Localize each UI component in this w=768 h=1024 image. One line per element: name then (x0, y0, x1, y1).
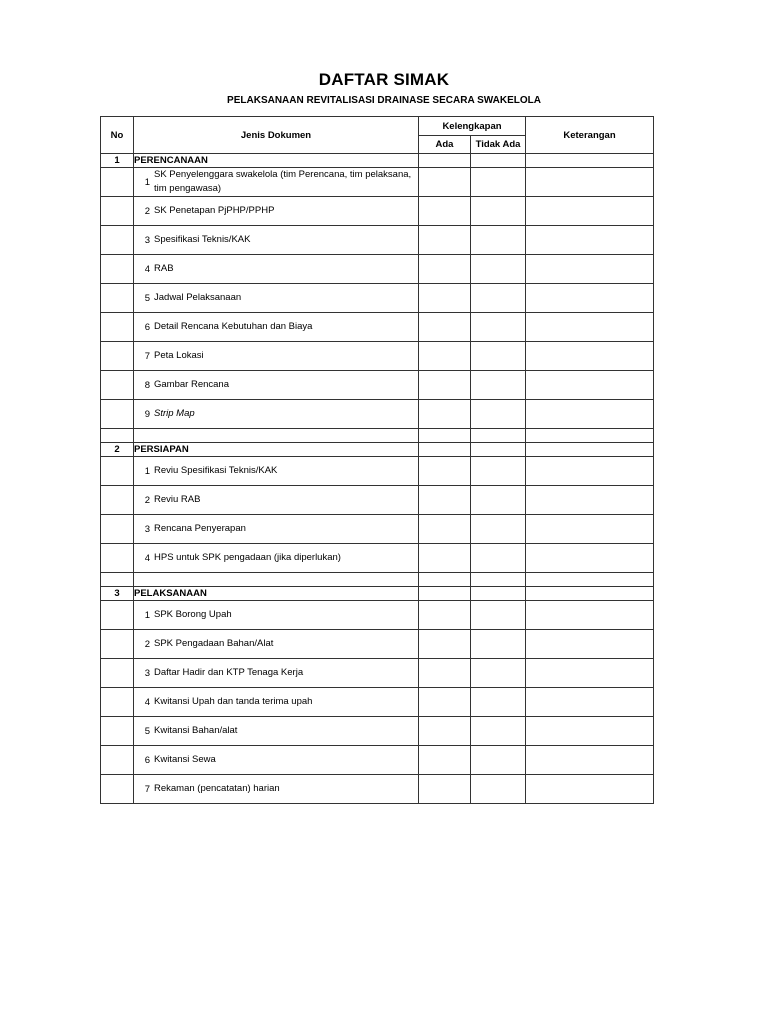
tidak-ada-cell (471, 342, 526, 371)
document-cell (134, 630, 419, 659)
no-cell (101, 515, 134, 544)
no-cell (101, 168, 134, 197)
document-cell (134, 717, 419, 746)
ada-cell (419, 154, 471, 168)
tidak-ada-cell (471, 486, 526, 515)
item-number: 3 (144, 234, 150, 246)
keterangan-cell (526, 486, 654, 515)
tidak-ada-cell (471, 601, 526, 630)
no-cell (101, 284, 134, 313)
blank-cell (526, 429, 654, 443)
item-text: Kwitansi Upah dan tanda terima upah (154, 696, 313, 707)
item-number: 4 (144, 552, 150, 564)
document-item-row (101, 775, 654, 804)
document-cell (134, 457, 419, 486)
ada-cell (419, 255, 471, 284)
tidak-ada-cell (471, 443, 526, 457)
item-number: 2 (144, 205, 150, 217)
section-row (101, 443, 654, 457)
item-number: 2 (144, 638, 150, 650)
document-item-row (101, 342, 654, 371)
ada-cell (419, 544, 471, 573)
keterangan-cell (526, 746, 654, 775)
no-cell (101, 197, 134, 226)
checklist-table (100, 116, 654, 804)
document-item-row (101, 601, 654, 630)
tidak-ada-cell (471, 284, 526, 313)
document-cell (134, 371, 419, 400)
table-body (101, 154, 654, 804)
ada-cell (419, 659, 471, 688)
document-item-row (101, 746, 654, 775)
item-number: 7 (144, 783, 150, 795)
keterangan-cell (526, 775, 654, 804)
document-cell (134, 313, 419, 342)
document-item-row (101, 400, 654, 429)
header-no: No (101, 117, 134, 154)
ada-cell (419, 775, 471, 804)
document-cell (134, 544, 419, 573)
document-cell (134, 746, 419, 775)
item-number: 6 (144, 754, 150, 766)
tidak-ada-cell (471, 746, 526, 775)
item-number: 4 (144, 263, 150, 275)
item-text: Rencana Penyerapan (154, 523, 246, 534)
tidak-ada-cell (471, 226, 526, 255)
tidak-ada-cell (471, 587, 526, 601)
ada-cell (419, 197, 471, 226)
ada-cell (419, 400, 471, 429)
item-text: Kwitansi Bahan/alat (154, 725, 238, 736)
tidak-ada-cell (471, 717, 526, 746)
item-text: Kwitansi Sewa (154, 754, 216, 765)
ada-cell (419, 313, 471, 342)
section-row (101, 154, 654, 168)
document-item-row (101, 544, 654, 573)
tidak-ada-cell (471, 371, 526, 400)
tidak-ada-cell (471, 154, 526, 168)
item-text: Rekaman (pencatatan) harian (154, 783, 280, 794)
keterangan-cell (526, 197, 654, 226)
no-cell (101, 486, 134, 515)
no-cell (101, 226, 134, 255)
item-number: 2 (144, 494, 150, 506)
section-number: 3 (101, 587, 134, 601)
document-item-row (101, 255, 654, 284)
no-cell (101, 457, 134, 486)
keterangan-cell (526, 443, 654, 457)
item-number: 3 (144, 523, 150, 535)
tidak-ada-cell (471, 457, 526, 486)
item-number: 5 (144, 292, 150, 304)
ada-cell (419, 342, 471, 371)
header-ada: Ada (419, 136, 471, 154)
item-number: 1 (144, 176, 150, 188)
item-number: 6 (144, 321, 150, 333)
blank-cell (134, 429, 419, 443)
document-cell (134, 601, 419, 630)
blank-cell (101, 429, 134, 443)
keterangan-cell (526, 457, 654, 486)
ada-cell (419, 284, 471, 313)
keterangan-cell (526, 168, 654, 197)
keterangan-cell (526, 371, 654, 400)
document-item-row (101, 197, 654, 226)
keterangan-cell (526, 284, 654, 313)
no-cell (101, 688, 134, 717)
blank-row (101, 573, 654, 587)
no-cell (101, 601, 134, 630)
tidak-ada-cell (471, 168, 526, 197)
item-text: Strip Map (154, 408, 195, 419)
document-cell (134, 226, 419, 255)
item-number: 7 (144, 350, 150, 362)
document-subtitle: PELAKSANAAN REVITALISASI DRAINASE SECARA SWAKELOLA (227, 95, 541, 106)
document-item-row (101, 284, 654, 313)
document-cell (134, 197, 419, 226)
section-name: PERENCANAAN (134, 154, 419, 168)
document-item-row (101, 515, 654, 544)
tidak-ada-cell (471, 659, 526, 688)
document-cell (134, 284, 419, 313)
no-cell (101, 717, 134, 746)
ada-cell (419, 515, 471, 544)
ada-cell (419, 486, 471, 515)
blank-cell (471, 429, 526, 443)
tidak-ada-cell (471, 688, 526, 717)
keterangan-cell (526, 688, 654, 717)
blank-cell (471, 573, 526, 587)
section-number: 1 (101, 154, 134, 168)
no-cell (101, 400, 134, 429)
keterangan-cell (526, 544, 654, 573)
section-row (101, 587, 654, 601)
document-cell (134, 688, 419, 717)
document-item-row (101, 168, 654, 197)
item-text: HPS untuk SPK pengadaan (jika diperlukan) (154, 552, 341, 563)
header-keterangan: Keterangan (526, 117, 654, 154)
document-item-row (101, 313, 654, 342)
document-cell (134, 168, 419, 197)
ada-cell (419, 746, 471, 775)
item-text: Spesifikasi Teknis/KAK (154, 234, 251, 245)
keterangan-cell (526, 587, 654, 601)
keterangan-cell (526, 717, 654, 746)
keterangan-cell (526, 630, 654, 659)
document-item-row (101, 226, 654, 255)
section-number: 2 (101, 443, 134, 457)
keterangan-cell (526, 515, 654, 544)
no-cell (101, 630, 134, 659)
item-text: Daftar Hadir dan KTP Tenaga Kerja (154, 667, 304, 678)
blank-cell (134, 573, 419, 587)
item-text: Reviu RAB (154, 494, 201, 505)
item-text: RAB (154, 263, 174, 274)
document-item-row (101, 688, 654, 717)
ada-cell (419, 601, 471, 630)
blank-cell (101, 573, 134, 587)
keterangan-cell (526, 400, 654, 429)
document-item-row (101, 630, 654, 659)
no-cell (101, 544, 134, 573)
section-name: PERSIAPAN (134, 443, 419, 457)
document-item-row (101, 457, 654, 486)
ada-cell (419, 688, 471, 717)
document-cell (134, 659, 419, 688)
header-jenis-dokumen: Jenis Dokumen (134, 117, 419, 154)
keterangan-cell (526, 342, 654, 371)
item-text: Jadwal Pelaksanaan (154, 292, 242, 303)
tidak-ada-cell (471, 630, 526, 659)
item-text: SPK Borong Upah (154, 609, 232, 620)
tidak-ada-cell (471, 544, 526, 573)
item-text: Detail Rencana Kebutuhan dan Biaya (154, 321, 313, 332)
document-title: DAFTAR SIMAK (318, 70, 450, 89)
item-number: 8 (144, 379, 150, 391)
item-text: SK Penetapan PjPHP/PPHP (154, 205, 275, 216)
section-name: PELAKSANAAN (134, 587, 419, 601)
ada-cell (419, 371, 471, 400)
item-number: 5 (144, 725, 150, 737)
item-number: 1 (144, 609, 150, 621)
tidak-ada-cell (471, 197, 526, 226)
item-number: 3 (144, 667, 150, 679)
blank-cell (419, 573, 471, 587)
keterangan-cell (526, 659, 654, 688)
item-number: 1 (144, 465, 150, 477)
tidak-ada-cell (471, 313, 526, 342)
keterangan-cell (526, 313, 654, 342)
no-cell (101, 371, 134, 400)
document-item-row (101, 659, 654, 688)
blank-cell (419, 429, 471, 443)
document-item-row (101, 486, 654, 515)
header-kelengkapan: Kelengkapan (419, 117, 526, 136)
tidak-ada-cell (471, 400, 526, 429)
item-text: SK Penyelenggara swakelola (tim Perencana, tim pelaksana, tim pengawasa) (154, 169, 412, 194)
ada-cell (419, 168, 471, 197)
item-number: 4 (144, 696, 150, 708)
document-cell (134, 400, 419, 429)
document-cell (134, 342, 419, 371)
ada-cell (419, 443, 471, 457)
document-item-row (101, 717, 654, 746)
ada-cell (419, 717, 471, 746)
document-cell (134, 775, 419, 804)
no-cell (101, 255, 134, 284)
keterangan-cell (526, 601, 654, 630)
item-text: SPK Pengadaan Bahan/Alat (154, 638, 274, 649)
no-cell (101, 342, 134, 371)
item-text: Peta Lokasi (154, 350, 204, 361)
document-cell (134, 255, 419, 284)
tidak-ada-cell (471, 775, 526, 804)
header-tidak-ada: Tidak Ada (471, 136, 526, 154)
blank-row (101, 429, 654, 443)
no-cell (101, 313, 134, 342)
document-cell (134, 515, 419, 544)
keterangan-cell (526, 255, 654, 284)
no-cell (101, 659, 134, 688)
tidak-ada-cell (471, 515, 526, 544)
ada-cell (419, 457, 471, 486)
ada-cell (419, 587, 471, 601)
item-number: 9 (144, 408, 150, 420)
ada-cell (419, 226, 471, 255)
item-text: Gambar Rencana (154, 379, 229, 390)
document-cell (134, 486, 419, 515)
document-item-row (101, 371, 654, 400)
keterangan-cell (526, 154, 654, 168)
tidak-ada-cell (471, 255, 526, 284)
no-cell (101, 775, 134, 804)
ada-cell (419, 630, 471, 659)
keterangan-cell (526, 226, 654, 255)
table-header (101, 117, 654, 154)
no-cell (101, 746, 134, 775)
item-text: Reviu Spesifikasi Teknis/KAK (154, 465, 278, 476)
blank-cell (526, 573, 654, 587)
